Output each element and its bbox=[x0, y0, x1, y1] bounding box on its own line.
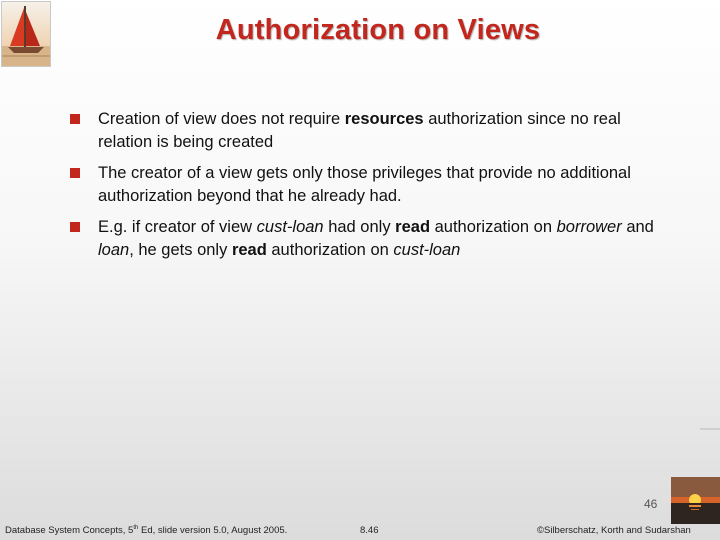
bullet-text-run: resources bbox=[344, 110, 424, 128]
footer-book-sup: th bbox=[133, 525, 139, 531]
footer-book-suffix: Ed, slide version 5.0, August 2005. bbox=[138, 525, 288, 537]
bullet-text-run: loan bbox=[98, 241, 130, 259]
bullet-text-run: The creator of a view gets only those privileges that provide no additional authorization beyond that he already had. bbox=[98, 164, 631, 205]
bullet-text-run: read bbox=[231, 241, 267, 259]
bullet-item bbox=[70, 216, 670, 262]
bullet-text-run: borrower bbox=[556, 218, 622, 236]
bullet-text-run: cust-loan bbox=[256, 218, 324, 236]
footer-copyright: ©Silberschatz, Korth and Sudarshan bbox=[537, 525, 691, 536]
bullet-item bbox=[70, 162, 670, 208]
square-bullet-icon bbox=[70, 222, 80, 232]
sunset-icon bbox=[671, 477, 720, 524]
bullet-text-run: and bbox=[621, 218, 654, 236]
bullet-item bbox=[70, 108, 670, 154]
page-number: 46 bbox=[644, 497, 658, 511]
bullet-text-run: authorization on bbox=[430, 218, 557, 236]
divider bbox=[700, 428, 720, 430]
footer-book-info bbox=[5, 525, 287, 536]
square-bullet-icon bbox=[70, 168, 80, 178]
bullet-text bbox=[98, 218, 654, 259]
bullet-text-run: Creation of view does not require bbox=[98, 110, 345, 128]
square-bullet-icon bbox=[70, 114, 80, 124]
bullet-text-run: authorization since no real relation is being created bbox=[98, 110, 621, 151]
bullet-text-run: cust-loan bbox=[393, 241, 461, 259]
slide-title: Authorization on Views bbox=[215, 14, 541, 46]
bullet-text-run: had only bbox=[323, 218, 396, 236]
bullet-text-run: authorization on bbox=[266, 241, 394, 259]
bullet-list bbox=[70, 108, 670, 270]
footer-section: 8.46 bbox=[360, 525, 379, 536]
bullet-text bbox=[98, 164, 631, 205]
bullet-text-run: E.g. if creator of view bbox=[98, 218, 257, 236]
footer-book-prefix: Database System Concepts, 5 bbox=[5, 525, 134, 537]
bullet-text bbox=[98, 110, 621, 151]
bullet-text-run: read bbox=[395, 218, 431, 236]
bullet-text-run: , he gets only bbox=[129, 241, 232, 259]
